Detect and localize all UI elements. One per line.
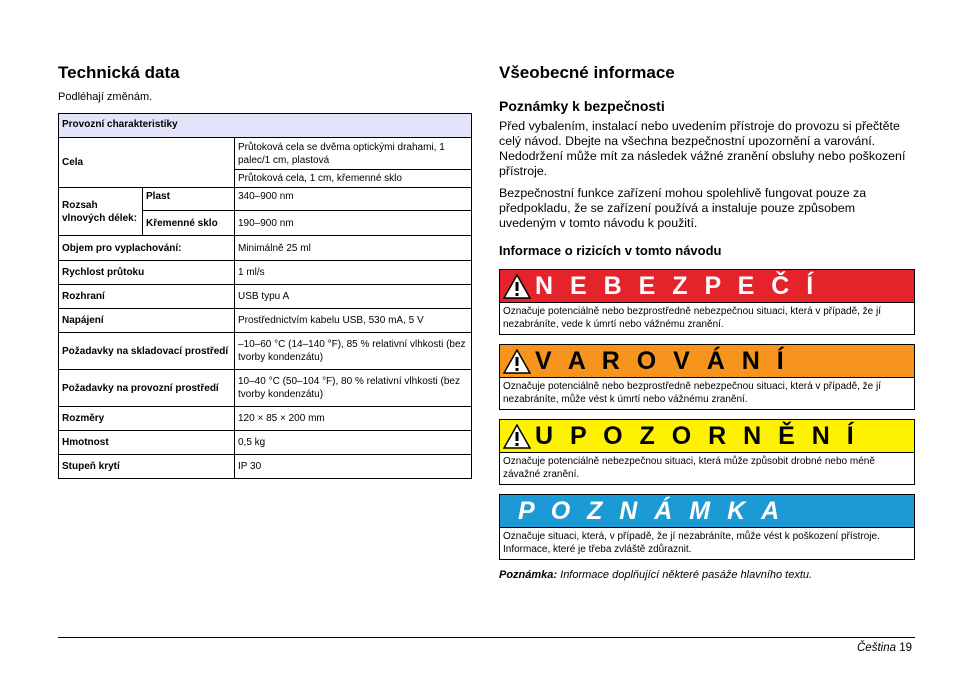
- table-row: [59, 431, 472, 455]
- row-sublabel-kremenne: Křemenné sklo: [143, 211, 235, 236]
- danger-banner: [500, 270, 914, 302]
- row-value-plast: 340–900 nm: [235, 188, 472, 211]
- general-information-section: [499, 62, 915, 582]
- warning-banner: [500, 345, 914, 377]
- row-value: –10–60 °C (14–140 °F), 85 % relativní vlhkosti (bez tvorby kondenzátu): [235, 333, 472, 370]
- row-value: USB typu A: [235, 285, 472, 309]
- row-value: Prostřednictvím kabelu USB, 530 mA, 5 V: [235, 309, 472, 333]
- row-value: 10–40 °C (50–104 °F), 80 % relativní vlhkosti (bez tvorby kondenzátu): [235, 370, 472, 407]
- row-label: Hmotnost: [59, 431, 235, 455]
- row-value: 1 ml/s: [235, 261, 472, 285]
- note-text: Informace doplňující některé pasáže hlavního textu.: [557, 569, 813, 581]
- warning-triangle-icon: [503, 274, 531, 299]
- caution-box: [499, 419, 915, 485]
- caution-description: Označuje potenciálně nebezpečnou situaci, která může způsobit drobné nebo méně závažné zranění.: [500, 452, 914, 484]
- caution-label: U P O Z O R N Ě N Í: [535, 422, 859, 450]
- technical-data-title: Technická data: [58, 63, 180, 82]
- safety-heading: Poznámky k bezpečnosti: [499, 98, 665, 114]
- table-row: [59, 188, 472, 211]
- caution-banner: [500, 420, 914, 452]
- row-label: Rychlost průtoku: [59, 261, 235, 285]
- table-row: [59, 407, 472, 431]
- table-row: [59, 370, 472, 407]
- row-value-cela-2: Průtoková cela, 1 cm, křemenné sklo: [235, 170, 472, 188]
- table-row: [59, 285, 472, 309]
- row-label: Rozhraní: [59, 285, 235, 309]
- specifications-table: [58, 113, 472, 479]
- technical-data-section: [58, 62, 471, 479]
- notice-label: P O Z N Á M K A: [518, 497, 785, 525]
- warning-label: V A R O V Á N Í: [535, 347, 789, 375]
- note-label: Poznámka:: [499, 569, 558, 581]
- page-number: 19: [899, 642, 912, 654]
- row-label-cela: Cela: [59, 138, 235, 188]
- warning-description: Označuje potenciálně nebo bezprostředně nebezpečnou situaci, která v případě, že jí nezabráníte, může vést k úmrtí nebo vážnému zranění.: [500, 377, 914, 409]
- safety-paragraph-2: Bezpečnostní funkce zařízení mohou spolehlivě fungovat pouze za předpokladu, že se zařízení používá a instaluje pouze způsobem uvedeným v tomto návodu k použití.: [499, 186, 867, 230]
- footer-language: Čeština: [857, 642, 896, 654]
- table-row: [59, 261, 472, 285]
- table-header-row: [59, 114, 472, 138]
- technical-data-subtitle: Podléhají změnám.: [58, 91, 153, 103]
- row-sublabel-plast: Plast: [143, 188, 235, 211]
- note-line: [499, 568, 915, 582]
- table-header: Provozní charakteristiky: [59, 114, 472, 138]
- footer-divider: [58, 637, 915, 638]
- row-label-rozsah: Rozsah vlnových délek:: [59, 188, 143, 236]
- general-information-title: Všeobecné informace: [499, 63, 675, 82]
- row-label: Objem pro vyplachování:: [59, 236, 235, 261]
- warning-box: [499, 344, 915, 410]
- row-value-kremenne: 190–900 nm: [235, 211, 472, 236]
- safety-paragraph-1: Před vybalením, instalací nebo uvedením přístroje do provozu si přečtěte celý návod. Dbejte na všechna bezpečnostní upozornění a varování. Nedodržení může mít za následek vážné zranění obsluhy nebo poškození přístroje.: [499, 119, 906, 178]
- row-value: IP 30: [235, 455, 472, 479]
- row-value: Minimálně 25 ml: [235, 236, 472, 261]
- row-value: 0,5 kg: [235, 431, 472, 455]
- row-label: Rozměry: [59, 407, 235, 431]
- page-footer: [857, 642, 912, 654]
- row-label: Požadavky na skladovací prostředí: [59, 333, 235, 370]
- table-row: [59, 333, 472, 370]
- notice-description: Označuje situaci, která, v případě, že jí nezabráníte, může vést k poškození přístroje. Informace, které je třeba zvláště zdůraznit.: [500, 527, 914, 559]
- danger-box: [499, 269, 915, 335]
- notice-banner: [500, 495, 914, 527]
- row-label: Stupeň krytí: [59, 455, 235, 479]
- table-row: [59, 455, 472, 479]
- table-row: [59, 236, 472, 261]
- row-label: Požadavky na provozní prostředí: [59, 370, 235, 407]
- danger-label: N E B E Z P E Č Í: [535, 272, 819, 300]
- table-row: [59, 309, 472, 333]
- warning-triangle-icon: [503, 424, 531, 449]
- risk-info-heading: Informace o rizicích v tomto návodu: [499, 243, 722, 258]
- table-row: [59, 138, 472, 170]
- danger-description: Označuje potenciálně nebo bezprostředně nebezpečnou situaci, která v případě, že jí nezabráníte, vede k úmrtí nebo vážnému zranění.: [500, 302, 914, 334]
- row-label: Napájení: [59, 309, 235, 333]
- row-value-cela-1: Průtoková cela se dvěma optickými drahami, 1 palec/1 cm, plastová: [235, 138, 472, 170]
- warning-triangle-icon: [503, 349, 531, 374]
- row-value: 120 × 85 × 200 mm: [235, 407, 472, 431]
- notice-box: [499, 494, 915, 560]
